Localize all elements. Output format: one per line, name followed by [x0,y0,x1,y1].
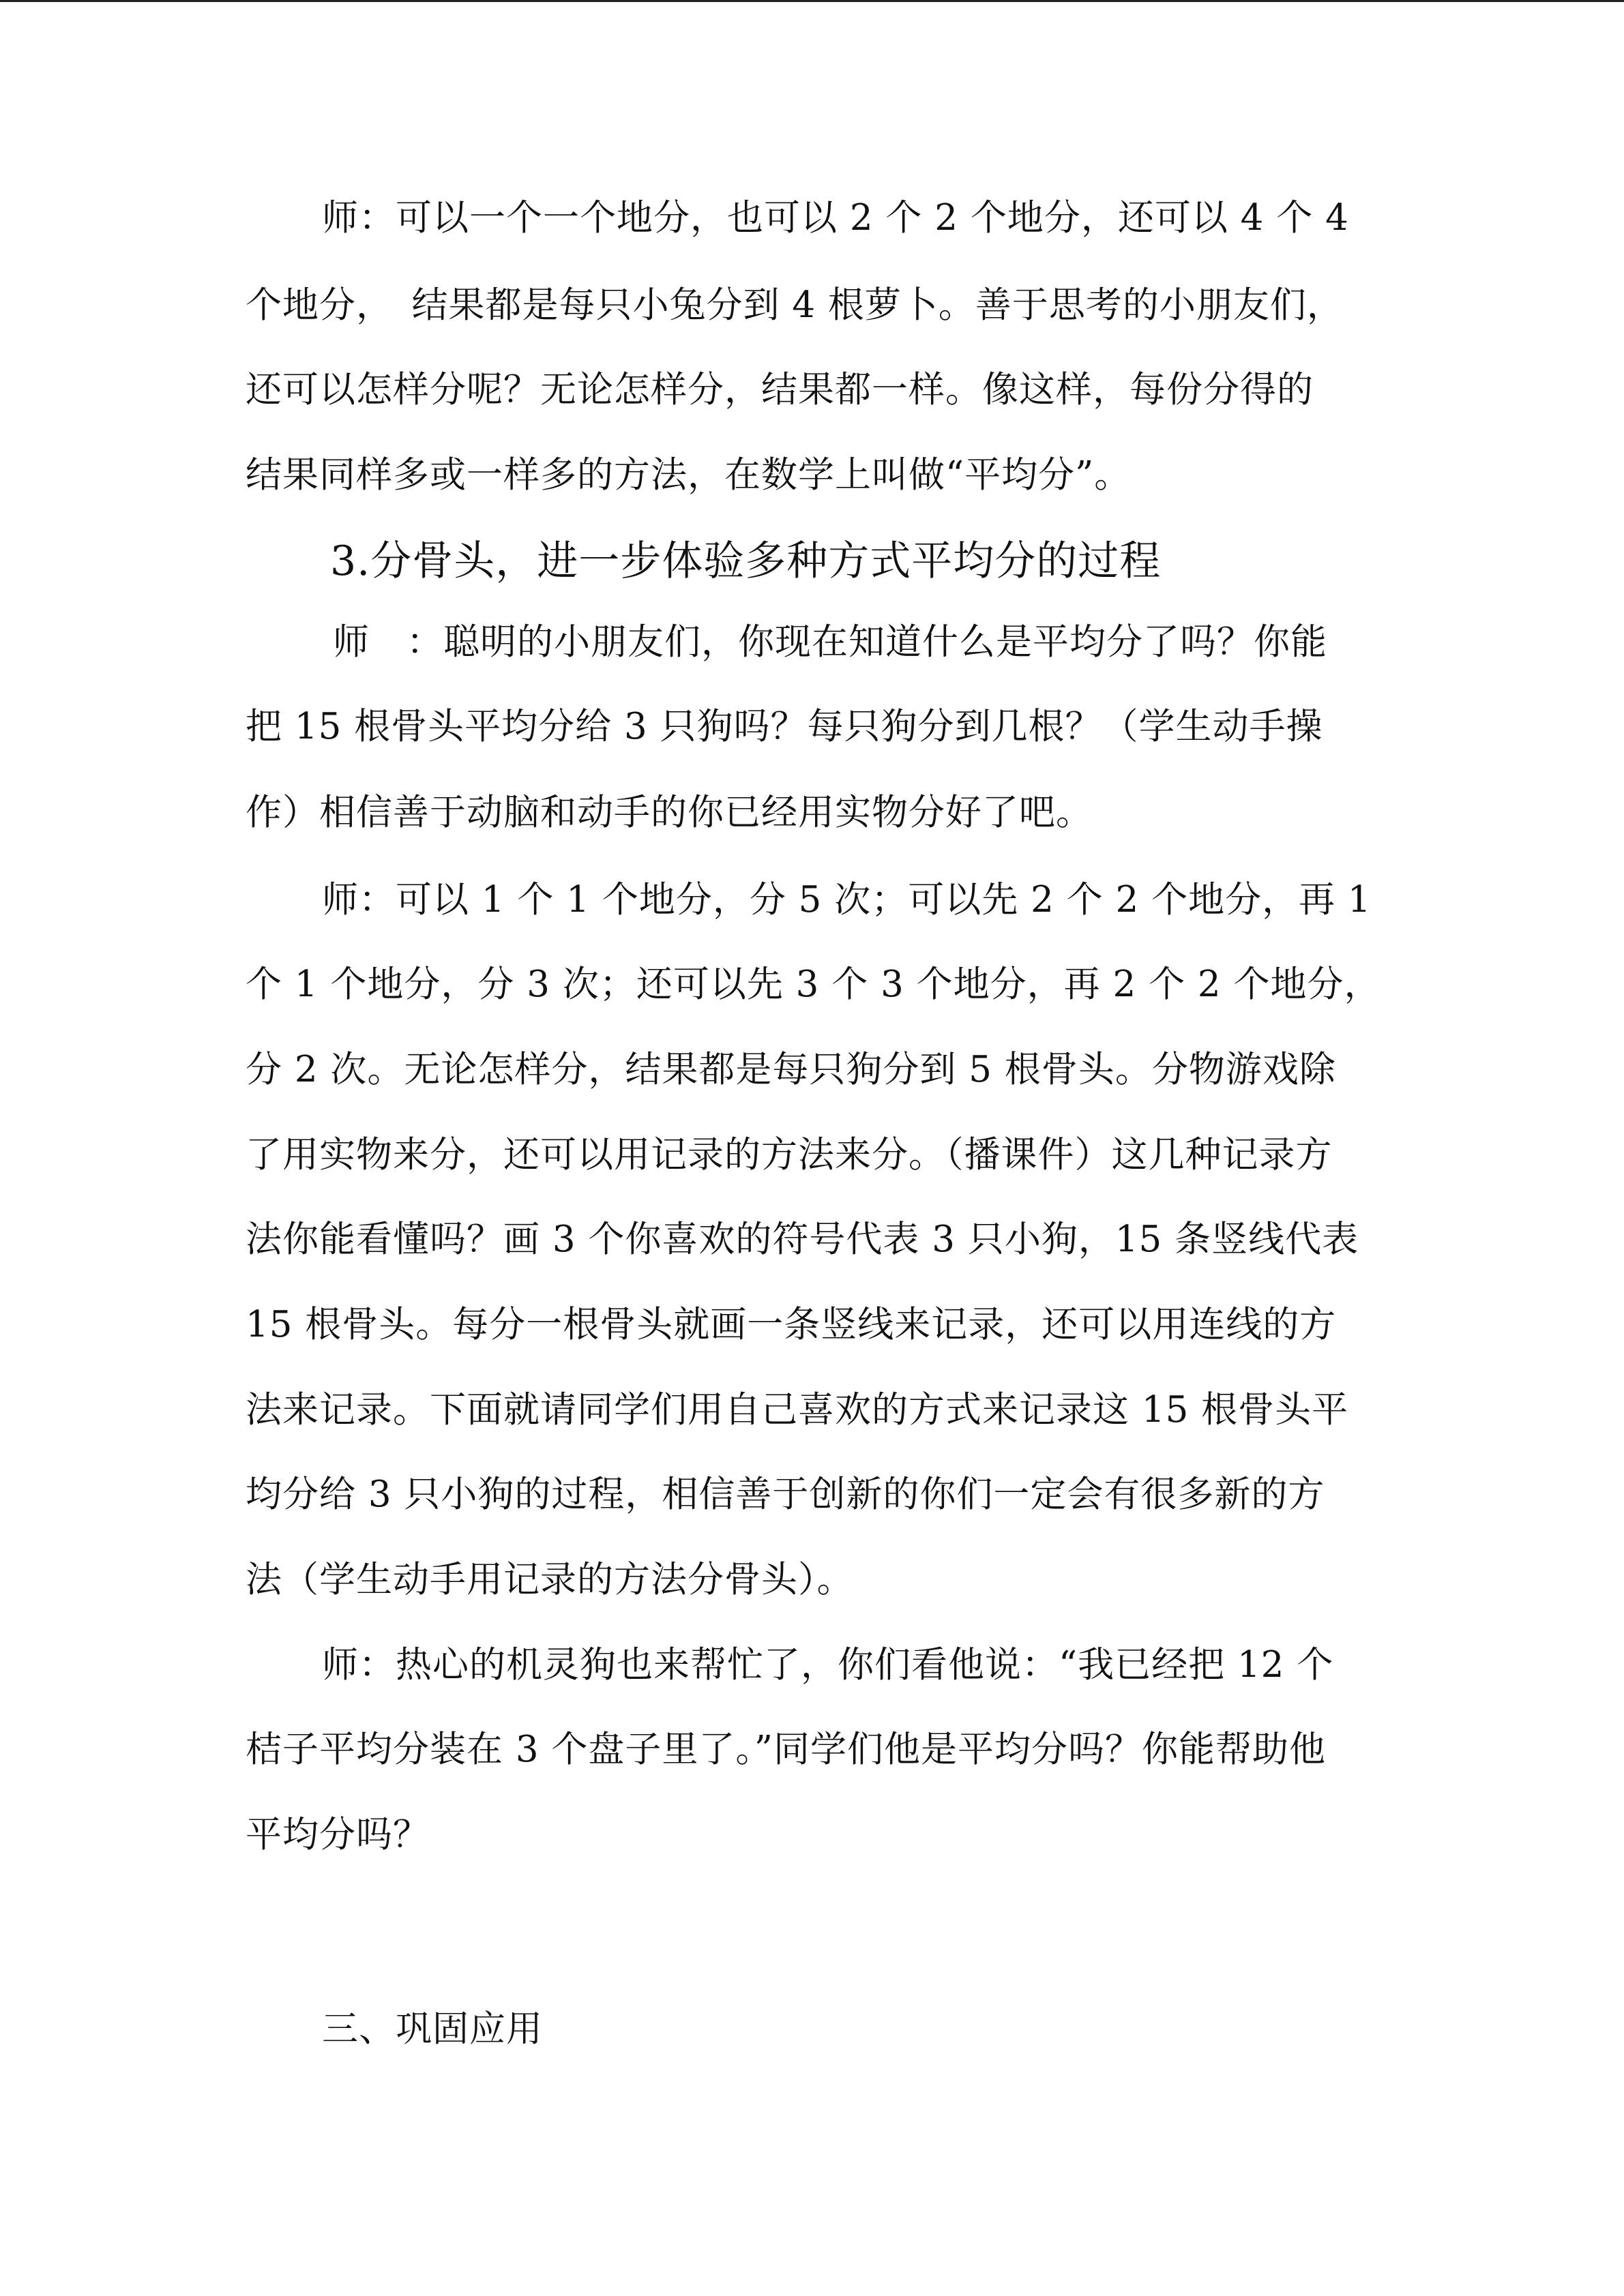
paragraph-line: 了用实物来分，还可以用记录的方法来分。（播课件）这几种记录方 [246,1134,1333,1176]
paragraph-line: 个地分， 结果都是每只小兔分到 4 根萝卜。善于思考的小朋友们， [246,284,1344,326]
paragraph-line: 师：可以 1 个 1 个地分，分 5 次；可以先 2 个 2 个地分，再 1 [322,879,1372,921]
paragraph-line: 师 ：聪明的小朋友们，你现在知道什么是平均分了吗？你能 [333,621,1327,663]
paragraph-line: 师：热心的机灵狗也来帮忙了，你们看他说：“我已经把 12 个 [322,1644,1334,1686]
paragraph-line: 平均分吗？ [246,1814,430,1855]
paragraph-line: 还可以怎样分呢？无论怎样分，结果都一样。像这样，每份分得的 [246,369,1314,411]
paragraph-line: 分 2 次。无论怎样分，结果都是每只狗分到 5 根骨头。分物游戏除 [246,1049,1336,1090]
paragraph-line: 作）相信善于动脑和动手的你已经用实物分好了吧。 [246,792,1093,833]
paragraph-line: 法你能看懂吗？画 3 个你喜欢的符号代表 3 只小狗，15 条竖线代表 [246,1219,1359,1260]
section-heading: 3.分骨头，进一步体验多种方式平均分的过程 [330,537,1162,585]
paragraph-line: 师：可以一个一个地分，也可以 2 个 2 个地分，还可以 4 个 4 [322,197,1349,239]
paragraph-line: 结果同样多或一样多的方法，在数学上叫做“平均分”。 [246,454,1132,496]
paragraph-line: 法（学生动手用记录的方法分骨头）。 [246,1559,854,1600]
paragraph-line: 法来记录。下面就请同学们用自己喜欢的方式来记录这 15 根骨头平 [246,1389,1349,1431]
section-heading-consolidation: 三、巩固应用 [322,2008,543,2050]
paragraph-line: 桔子平均分装在 3 个盘子里了。”同学们他是平均分吗？你能帮助他 [246,1729,1327,1770]
paragraph-line: 把 15 根骨头平均分给 3 只狗吗？每只狗分到几根？（学生动手操 [246,706,1323,747]
paragraph-line: 个 1 个地分，分 3 次；还可以先 3 个 3 个地分，再 2 个 2 个地分， [246,964,1381,1005]
top-border-line [0,0,1624,2]
paragraph-line: 均分给 3 只小狗的过程，相信善于创新的你们一定会有很多新的方 [246,1474,1325,1515]
paragraph-line: 15 根骨头。每分一根骨头就画一条竖线来记录，还可以用连线的方 [246,1304,1337,1345]
